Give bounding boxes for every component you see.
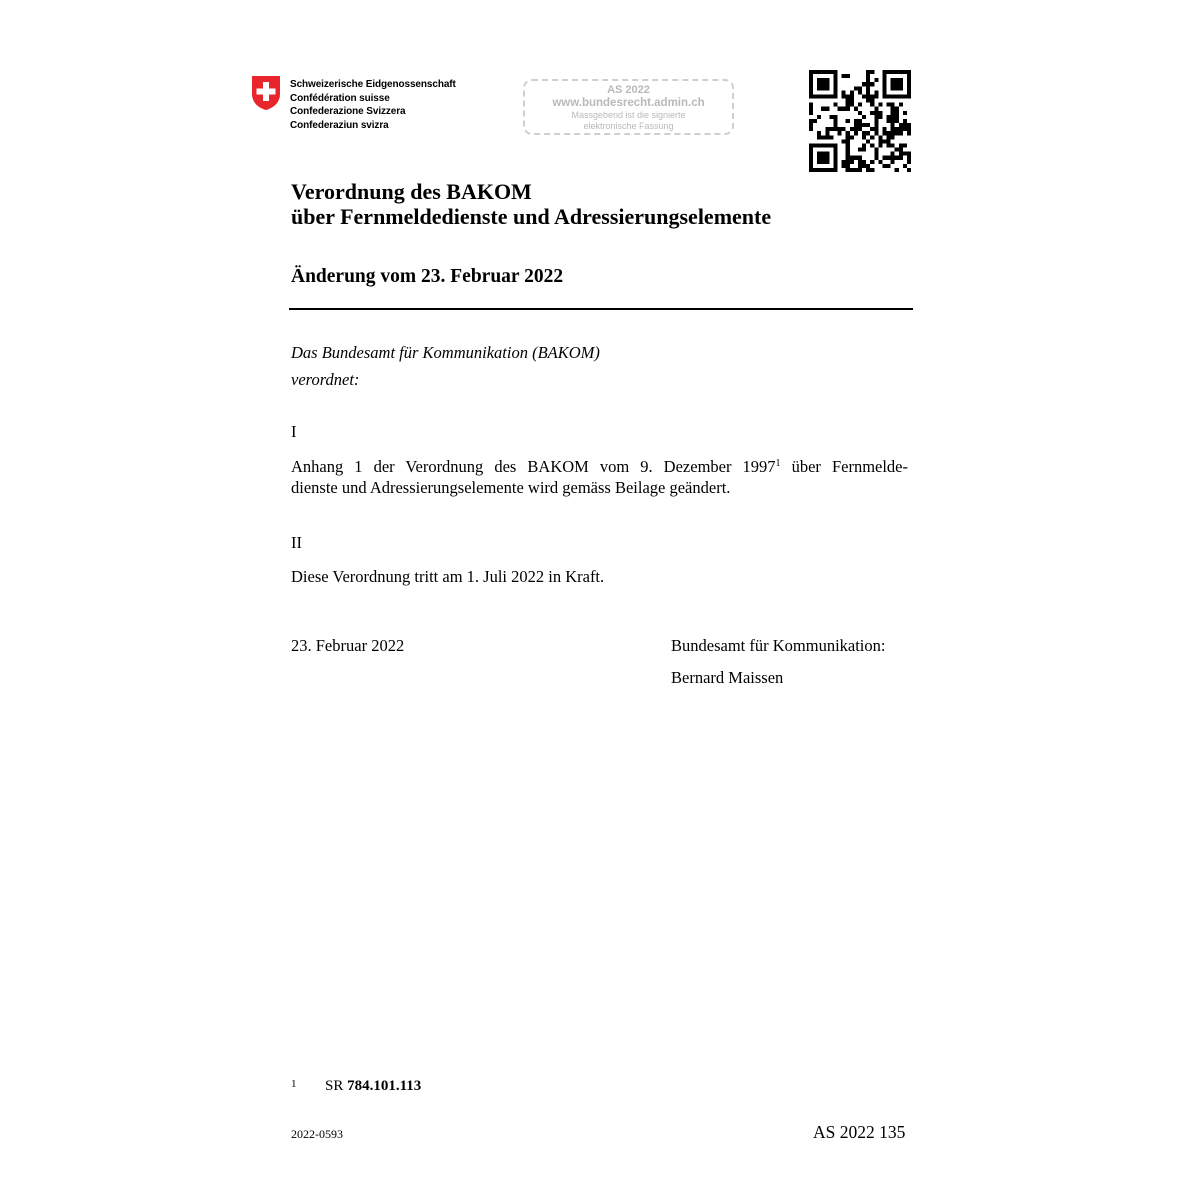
swiss-cross-icon xyxy=(251,75,281,111)
section-number-1: I xyxy=(291,422,297,441)
federation-names xyxy=(290,78,456,132)
title-line-2: über Fernmeldedienste und Adressierungselemente xyxy=(291,204,772,229)
federation-name-rm: Confederaziun svizra xyxy=(290,119,389,131)
federation-name-fr: Confédération suisse xyxy=(290,92,390,104)
preamble-line-2: verordnet: xyxy=(291,370,360,389)
document-number: 2022-0593 xyxy=(291,1127,343,1141)
stamp-note-1: Massgebend ist die signierte xyxy=(571,110,686,120)
section-1-text xyxy=(291,456,908,498)
stamp-collection: AS 2022 xyxy=(607,84,650,96)
stamp-note-2: elektronische Fassung xyxy=(583,121,674,131)
section-1-text-a: Anhang 1 der Verordnung des BAKOM vom 9. Dezember 1997 xyxy=(291,457,776,476)
section-number-2: II xyxy=(291,533,302,552)
section-2-text: Diese Verordnung tritt am 1. Juli 2022 in Kraft. xyxy=(291,567,605,586)
official-collection-reference: AS 2022 135 xyxy=(813,1122,906,1142)
footnote-number: 1 xyxy=(291,1078,297,1090)
section-1-line-2: dienste und Adressierungselemente wird gemäss Beilage geändert. xyxy=(291,478,731,497)
title-divider xyxy=(289,308,913,310)
stamp-website: www.bundesrecht.admin.ch xyxy=(552,97,705,109)
federation-name-de: Schweizerische Eidgenossenschaft xyxy=(290,79,456,90)
footnote-ref[interactable]: 1 xyxy=(775,458,781,469)
footnote-text xyxy=(325,1078,421,1095)
preamble xyxy=(291,339,600,393)
official-stamp xyxy=(523,79,734,135)
section-1-text-b: über Fernmelde- xyxy=(780,457,909,476)
qr-code-icon xyxy=(809,70,911,172)
signature-authority: Bundesamt für Kommunikation: xyxy=(671,636,886,655)
page-title xyxy=(291,179,771,229)
title-line-1: Verordnung des BAKOM xyxy=(291,179,532,204)
footnote-prefix: SR xyxy=(325,1078,348,1094)
section-1-line-1 xyxy=(291,456,908,477)
footnote-sr-number: 784.101.113 xyxy=(347,1078,422,1094)
signatory-name: Bernard Maissen xyxy=(671,668,784,687)
preamble-line-1: Das Bundesamt für Kommunikation (BAKOM) xyxy=(291,343,600,362)
amendment-date-heading: Änderung vom 23. Februar 2022 xyxy=(291,266,564,287)
signature-date: 23. Februar 2022 xyxy=(291,636,405,655)
federation-name-it: Confederazione Svizzera xyxy=(290,106,406,117)
